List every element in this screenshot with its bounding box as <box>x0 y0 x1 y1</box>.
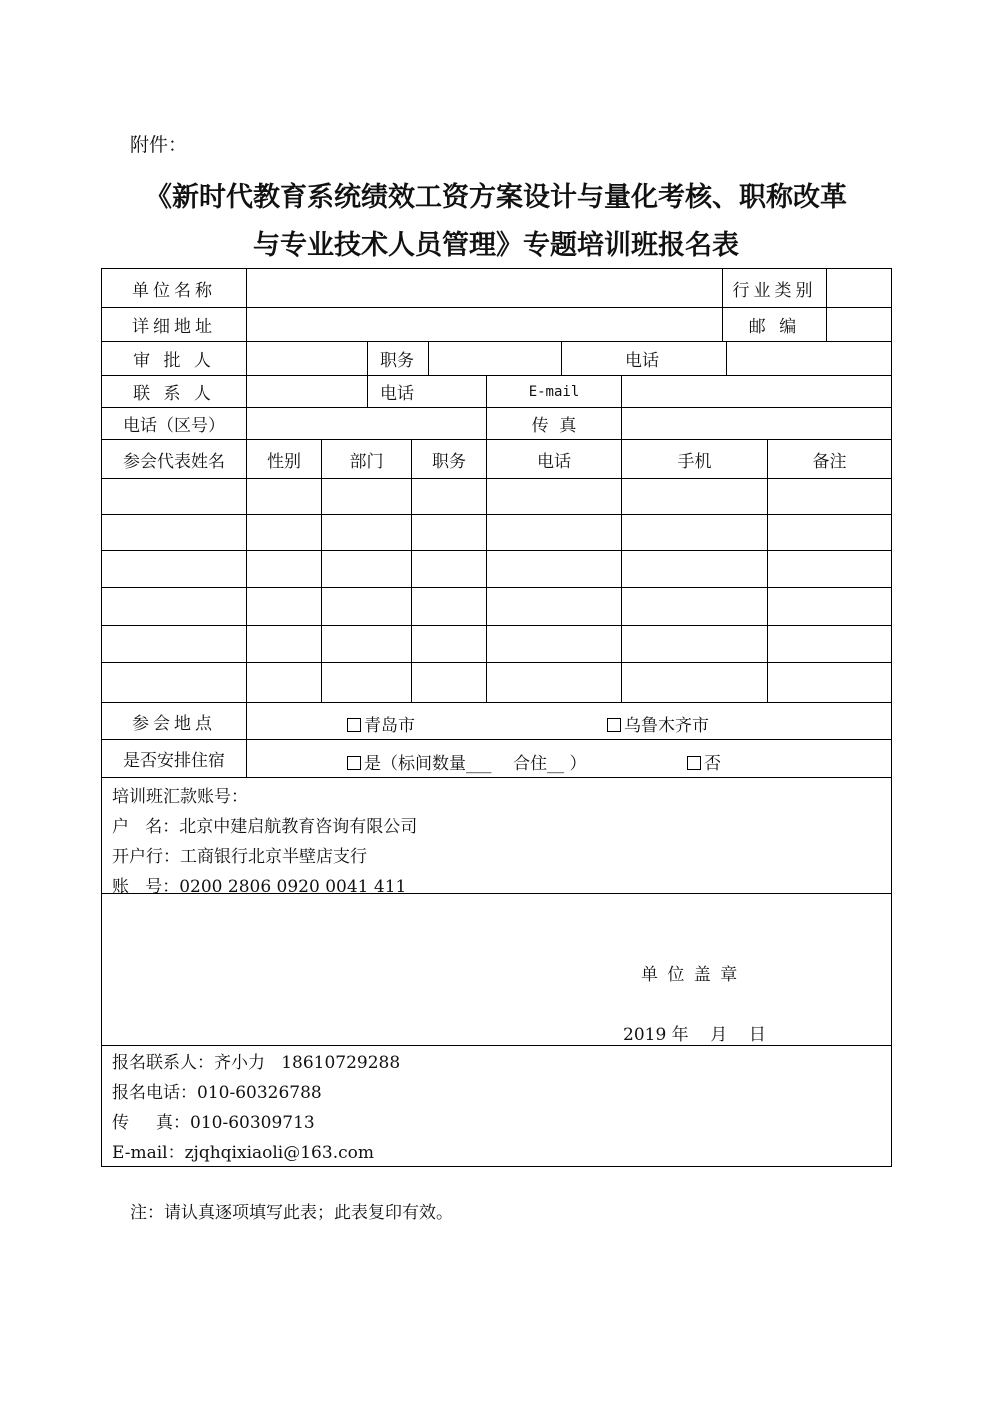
attendee-phone-field[interactable] <box>487 663 622 702</box>
row-unit-name <box>102 269 891 308</box>
area-phone-label: 电话（区号） <box>102 408 247 439</box>
attendee-position-field[interactable] <box>412 515 487 550</box>
contact-label: 联 系 人 <box>102 376 247 407</box>
seal-area <box>102 894 891 1046</box>
approver-position-field[interactable] <box>429 342 562 375</box>
attendee-header-department: 部门 <box>322 440 412 478</box>
attendee-name-field[interactable] <box>102 626 247 662</box>
row-lodging <box>102 740 891 778</box>
checkbox-icon[interactable] <box>347 718 361 732</box>
attendee-row <box>102 626 891 663</box>
attendee-mobile-field[interactable] <box>622 479 768 514</box>
attendee-remarks-field[interactable] <box>768 479 891 514</box>
contact-field[interactable] <box>247 376 368 407</box>
attendee-position-field[interactable] <box>412 551 487 587</box>
attendee-gender-field[interactable] <box>247 479 322 514</box>
bank-info <box>102 778 891 897</box>
bank-heading: 培训班汇款账号： <box>112 787 248 807</box>
attendee-position-field[interactable] <box>412 626 487 662</box>
approver-label: 审 批 人 <box>102 342 247 375</box>
attendee-row <box>102 663 891 703</box>
bank-branch: 开户行：工商银行北京半壁店支行 <box>112 847 367 867</box>
attachment-label: 附件： <box>130 134 188 156</box>
approver-field[interactable] <box>247 342 368 375</box>
lodging-label: 是否安排住宿 <box>102 740 247 777</box>
address-label: 详细地址 <box>102 308 247 341</box>
fax-field[interactable] <box>622 408 891 439</box>
registration-fax: 传 真：010-60309713 <box>112 1113 315 1133</box>
registration-contact-person: 报名联系人：齐小力 18610729288 <box>112 1053 401 1073</box>
attendee-name-field[interactable] <box>102 515 247 550</box>
attendee-header-remarks: 备注 <box>812 451 847 472</box>
venue-option-qingdao-label: 青岛市 <box>364 716 415 736</box>
attendee-phone-field[interactable] <box>487 588 622 625</box>
attendee-header-row <box>102 440 891 479</box>
email-label: E-mail <box>487 376 622 407</box>
attendee-phone-field[interactable] <box>487 515 622 550</box>
attendee-remarks-field[interactable] <box>768 515 891 550</box>
attendee-department-field[interactable] <box>322 626 412 662</box>
attendee-remarks-field[interactable] <box>768 626 891 662</box>
attendee-name-field[interactable] <box>102 479 247 514</box>
venue-option-urumqi[interactable] <box>607 711 709 736</box>
attendee-header-name: 参会代表姓名 <box>102 440 247 478</box>
area-phone-field[interactable] <box>247 408 487 439</box>
attendee-gender-field[interactable] <box>247 515 322 550</box>
title-line-1: 《新时代教育系统绩效工资方案设计与量化考核、职称改革 <box>145 182 847 213</box>
row-venue <box>102 703 891 740</box>
industry-label: 行业类别 <box>723 269 827 307</box>
attendee-mobile-field[interactable] <box>622 515 768 550</box>
title-line-2: 与专业技术人员管理》专题培训班报名表 <box>253 230 739 261</box>
fax-label: 传 真 <box>487 408 622 439</box>
attendee-row <box>102 479 891 515</box>
seal-label: 单 位 盖 章 <box>641 965 740 985</box>
checkbox-icon[interactable] <box>607 718 621 732</box>
attendee-mobile-field[interactable] <box>622 588 768 625</box>
seal-date: 2019 年 月 日 <box>623 1025 766 1045</box>
postcode-label: 邮 编 <box>723 308 827 341</box>
attendee-department-field[interactable] <box>322 479 412 514</box>
contact-phone-label: 电话 <box>368 376 487 407</box>
attendee-position-field[interactable] <box>412 588 487 625</box>
checkbox-icon[interactable] <box>687 756 701 770</box>
attendee-row <box>102 515 891 551</box>
registration-email: E-mail：zjqhqixiaoli@163.com <box>112 1143 374 1163</box>
approver-phone-label: 电话 <box>562 342 727 375</box>
attendee-position-field[interactable] <box>412 479 487 514</box>
attendee-row <box>102 588 891 626</box>
attendee-name-field[interactable] <box>102 551 247 587</box>
registration-phone: 报名电话：010-60326788 <box>112 1083 322 1103</box>
row-address <box>102 308 891 342</box>
attendee-mobile-field[interactable] <box>622 551 768 587</box>
attendee-phone-field[interactable] <box>487 551 622 587</box>
approver-position-label: 职务 <box>368 342 429 375</box>
attendee-remarks-field[interactable] <box>768 588 891 625</box>
attendee-remarks-field[interactable] <box>768 663 891 702</box>
lodging-option-yes-label: 是（标间数量___ 合住__ ） <box>364 754 587 774</box>
attendee-mobile-field[interactable] <box>622 626 768 662</box>
row-approver <box>102 342 891 376</box>
unit-name-field[interactable] <box>247 269 723 307</box>
registration-contact <box>102 1046 891 1166</box>
bank-account-name: 户 名：北京中建启航教育咨询有限公司 <box>112 817 418 837</box>
attendee-position-field[interactable] <box>412 663 487 702</box>
attendee-header-gender: 性别 <box>247 440 322 478</box>
attendee-gender-field[interactable] <box>247 588 322 625</box>
approver-phone-field[interactable] <box>727 342 891 375</box>
bank-account-number: 账 号：0200 2806 0920 0041 411 <box>112 877 407 897</box>
attendee-remarks-field[interactable] <box>768 551 891 587</box>
row-contact <box>102 376 891 408</box>
attendee-gender-field[interactable] <box>247 551 322 587</box>
attendee-header-phone: 电话 <box>487 440 622 478</box>
lodging-option-no-label: 否 <box>704 754 721 774</box>
lodging-option-yes[interactable] <box>347 749 587 774</box>
attendee-header-position: 职务 <box>412 440 487 478</box>
venue-option-qingdao[interactable] <box>347 711 415 736</box>
attendee-department-field[interactable] <box>322 588 412 625</box>
attendee-gender-field[interactable] <box>247 663 322 702</box>
attendee-header-mobile: 手机 <box>622 440 768 478</box>
unit-name-label: 单位名称 <box>102 269 247 307</box>
attendee-phone-field[interactable] <box>487 479 622 514</box>
postcode-field[interactable] <box>827 308 891 341</box>
checkbox-icon[interactable] <box>347 756 361 770</box>
attendee-phone-field[interactable] <box>487 626 622 662</box>
lodging-option-no[interactable] <box>687 749 721 774</box>
attendee-department-field[interactable] <box>322 551 412 587</box>
attendee-department-field[interactable] <box>322 515 412 550</box>
industry-field[interactable] <box>827 269 891 307</box>
address-field[interactable] <box>247 308 723 341</box>
venue-label: 参会地点 <box>102 703 247 739</box>
attendee-department-field[interactable] <box>322 663 412 702</box>
attendee-mobile-field[interactable] <box>622 663 768 702</box>
attendee-name-field[interactable] <box>102 663 247 702</box>
attendee-name-field[interactable] <box>102 588 247 625</box>
attendee-row <box>102 551 891 588</box>
registration-form <box>101 268 892 1167</box>
email-field[interactable] <box>622 376 891 407</box>
attendee-gender-field[interactable] <box>247 626 322 662</box>
row-area-phone <box>102 408 891 440</box>
footer-note: 注：请认真逐项填写此表；此表复印有效。 <box>130 1203 453 1223</box>
page-title <box>100 174 892 270</box>
venue-option-urumqi-label: 乌鲁木齐市 <box>624 716 709 736</box>
